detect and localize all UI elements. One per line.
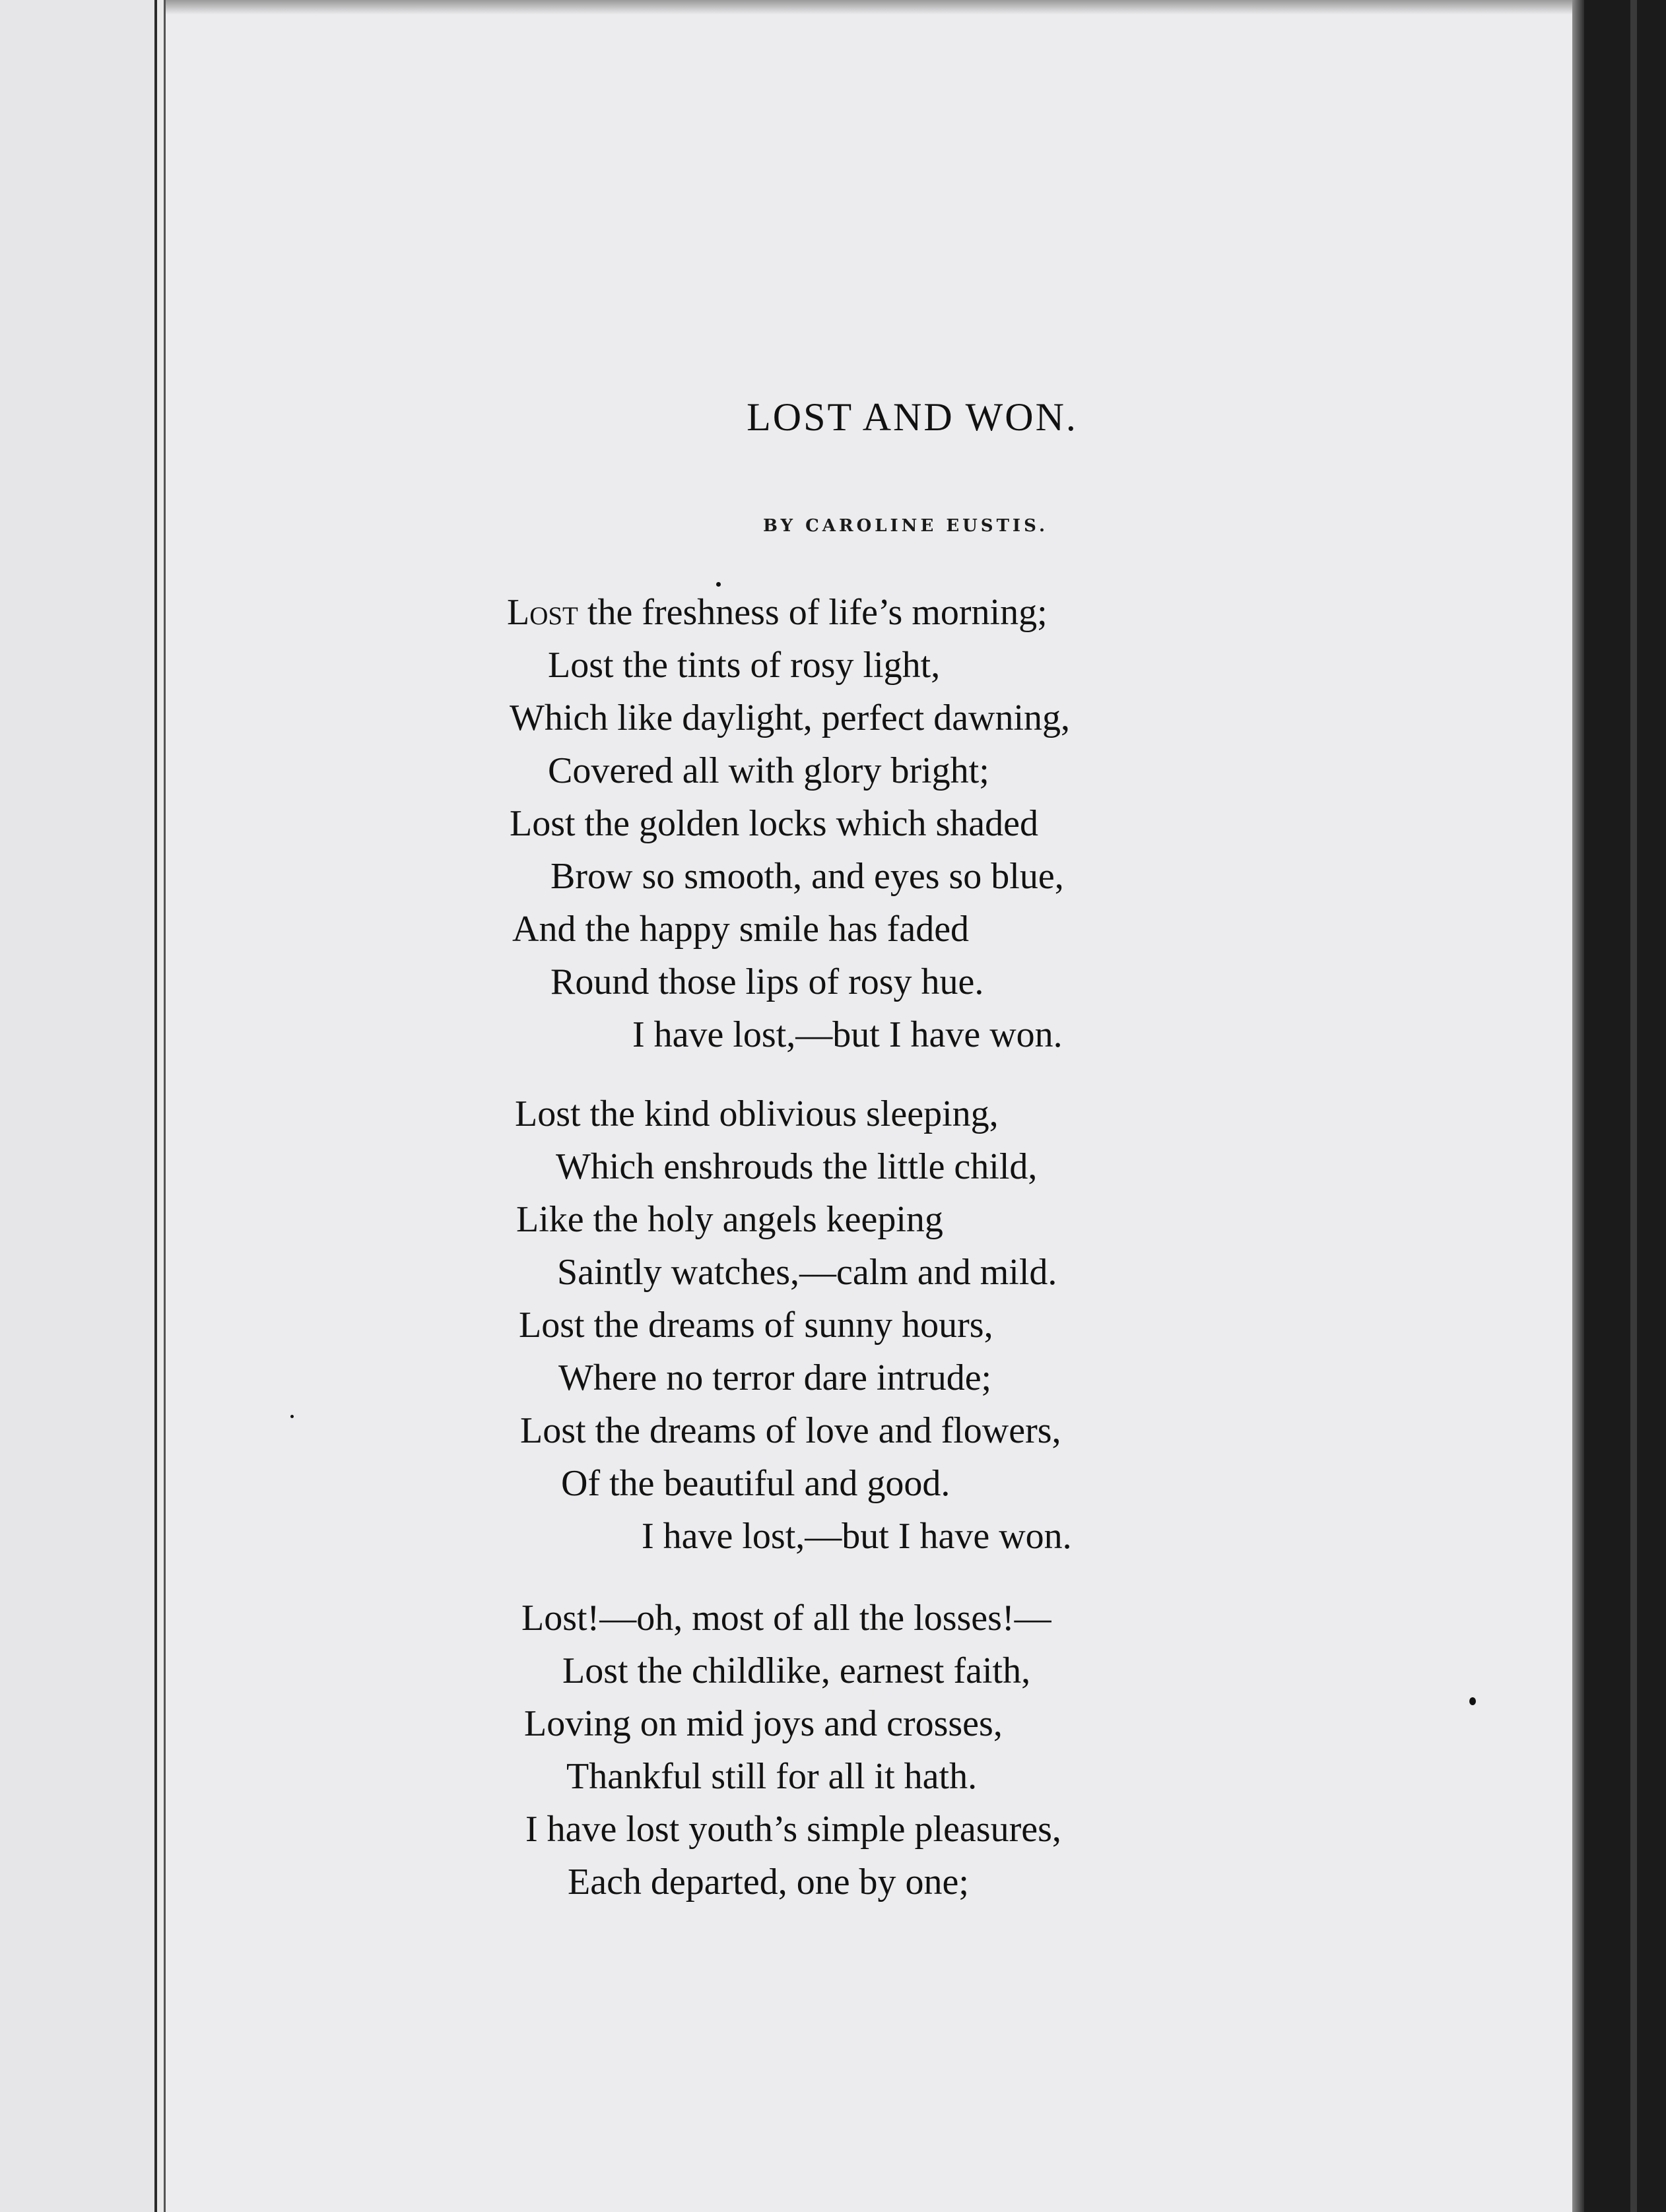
poem-refrain: I have lost,—but I have won. <box>642 1516 1072 1557</box>
poem-line: Brow so smooth, and eyes so blue, <box>550 856 1064 897</box>
poem-line <box>507 594 1048 631</box>
ink-speck <box>290 1415 294 1418</box>
poem-line: Covered all with glory bright; <box>548 750 989 791</box>
poem-line-text: the freshness of life’s morning; <box>578 592 1048 633</box>
poem-line: Lost the dreams of sunny hours, <box>519 1305 993 1346</box>
first-word-small-caps: Lost <box>507 592 578 633</box>
poem-line: And the happy smile has faded <box>512 909 970 950</box>
poem-refrain: I have lost,—but I have won. <box>632 1014 1063 1055</box>
poem-line: Like the holy angels keeping <box>516 1199 943 1240</box>
poem-line: Where no terror dare intrude; <box>558 1357 992 1398</box>
poem-line: Loving on mid joys and crosses, <box>524 1703 1003 1744</box>
poem-line: Lost the childlike, earnest faith, <box>562 1650 1031 1691</box>
poem-line: Lost!—oh, most of all the losses!— <box>521 1598 1051 1639</box>
poem-line: Thankful still for all it hath. <box>566 1756 978 1797</box>
poem-line: Saintly watches,—calm and mild. <box>557 1252 1057 1293</box>
poem-line: Lost the dreams of love and flowers, <box>520 1410 1061 1451</box>
poem-line: Each departed, one by one; <box>568 1862 969 1903</box>
ink-speck <box>1469 1697 1476 1705</box>
poem-line: Lost the kind oblivious sleeping, <box>515 1093 999 1134</box>
poem-line: Lost the tints of rosy light, <box>548 645 941 686</box>
poem-line: Which like daylight, perfect dawning, <box>510 698 1071 738</box>
poem-line: Round those lips of rosy hue. <box>550 961 984 1002</box>
poem-line: I have lost youth’s simple pleasures, <box>525 1809 1061 1850</box>
poem-line: Lost the golden locks which shaded <box>510 803 1038 844</box>
poem-line: Of the beautiful and good. <box>561 1463 950 1504</box>
ink-speck <box>716 582 721 587</box>
poem-line: Which enshrouds the little child, <box>556 1146 1038 1187</box>
poem-title: LOST AND WON. <box>747 395 1078 439</box>
poem-byline: BY CAROLINE EUSTIS. <box>762 516 1048 536</box>
